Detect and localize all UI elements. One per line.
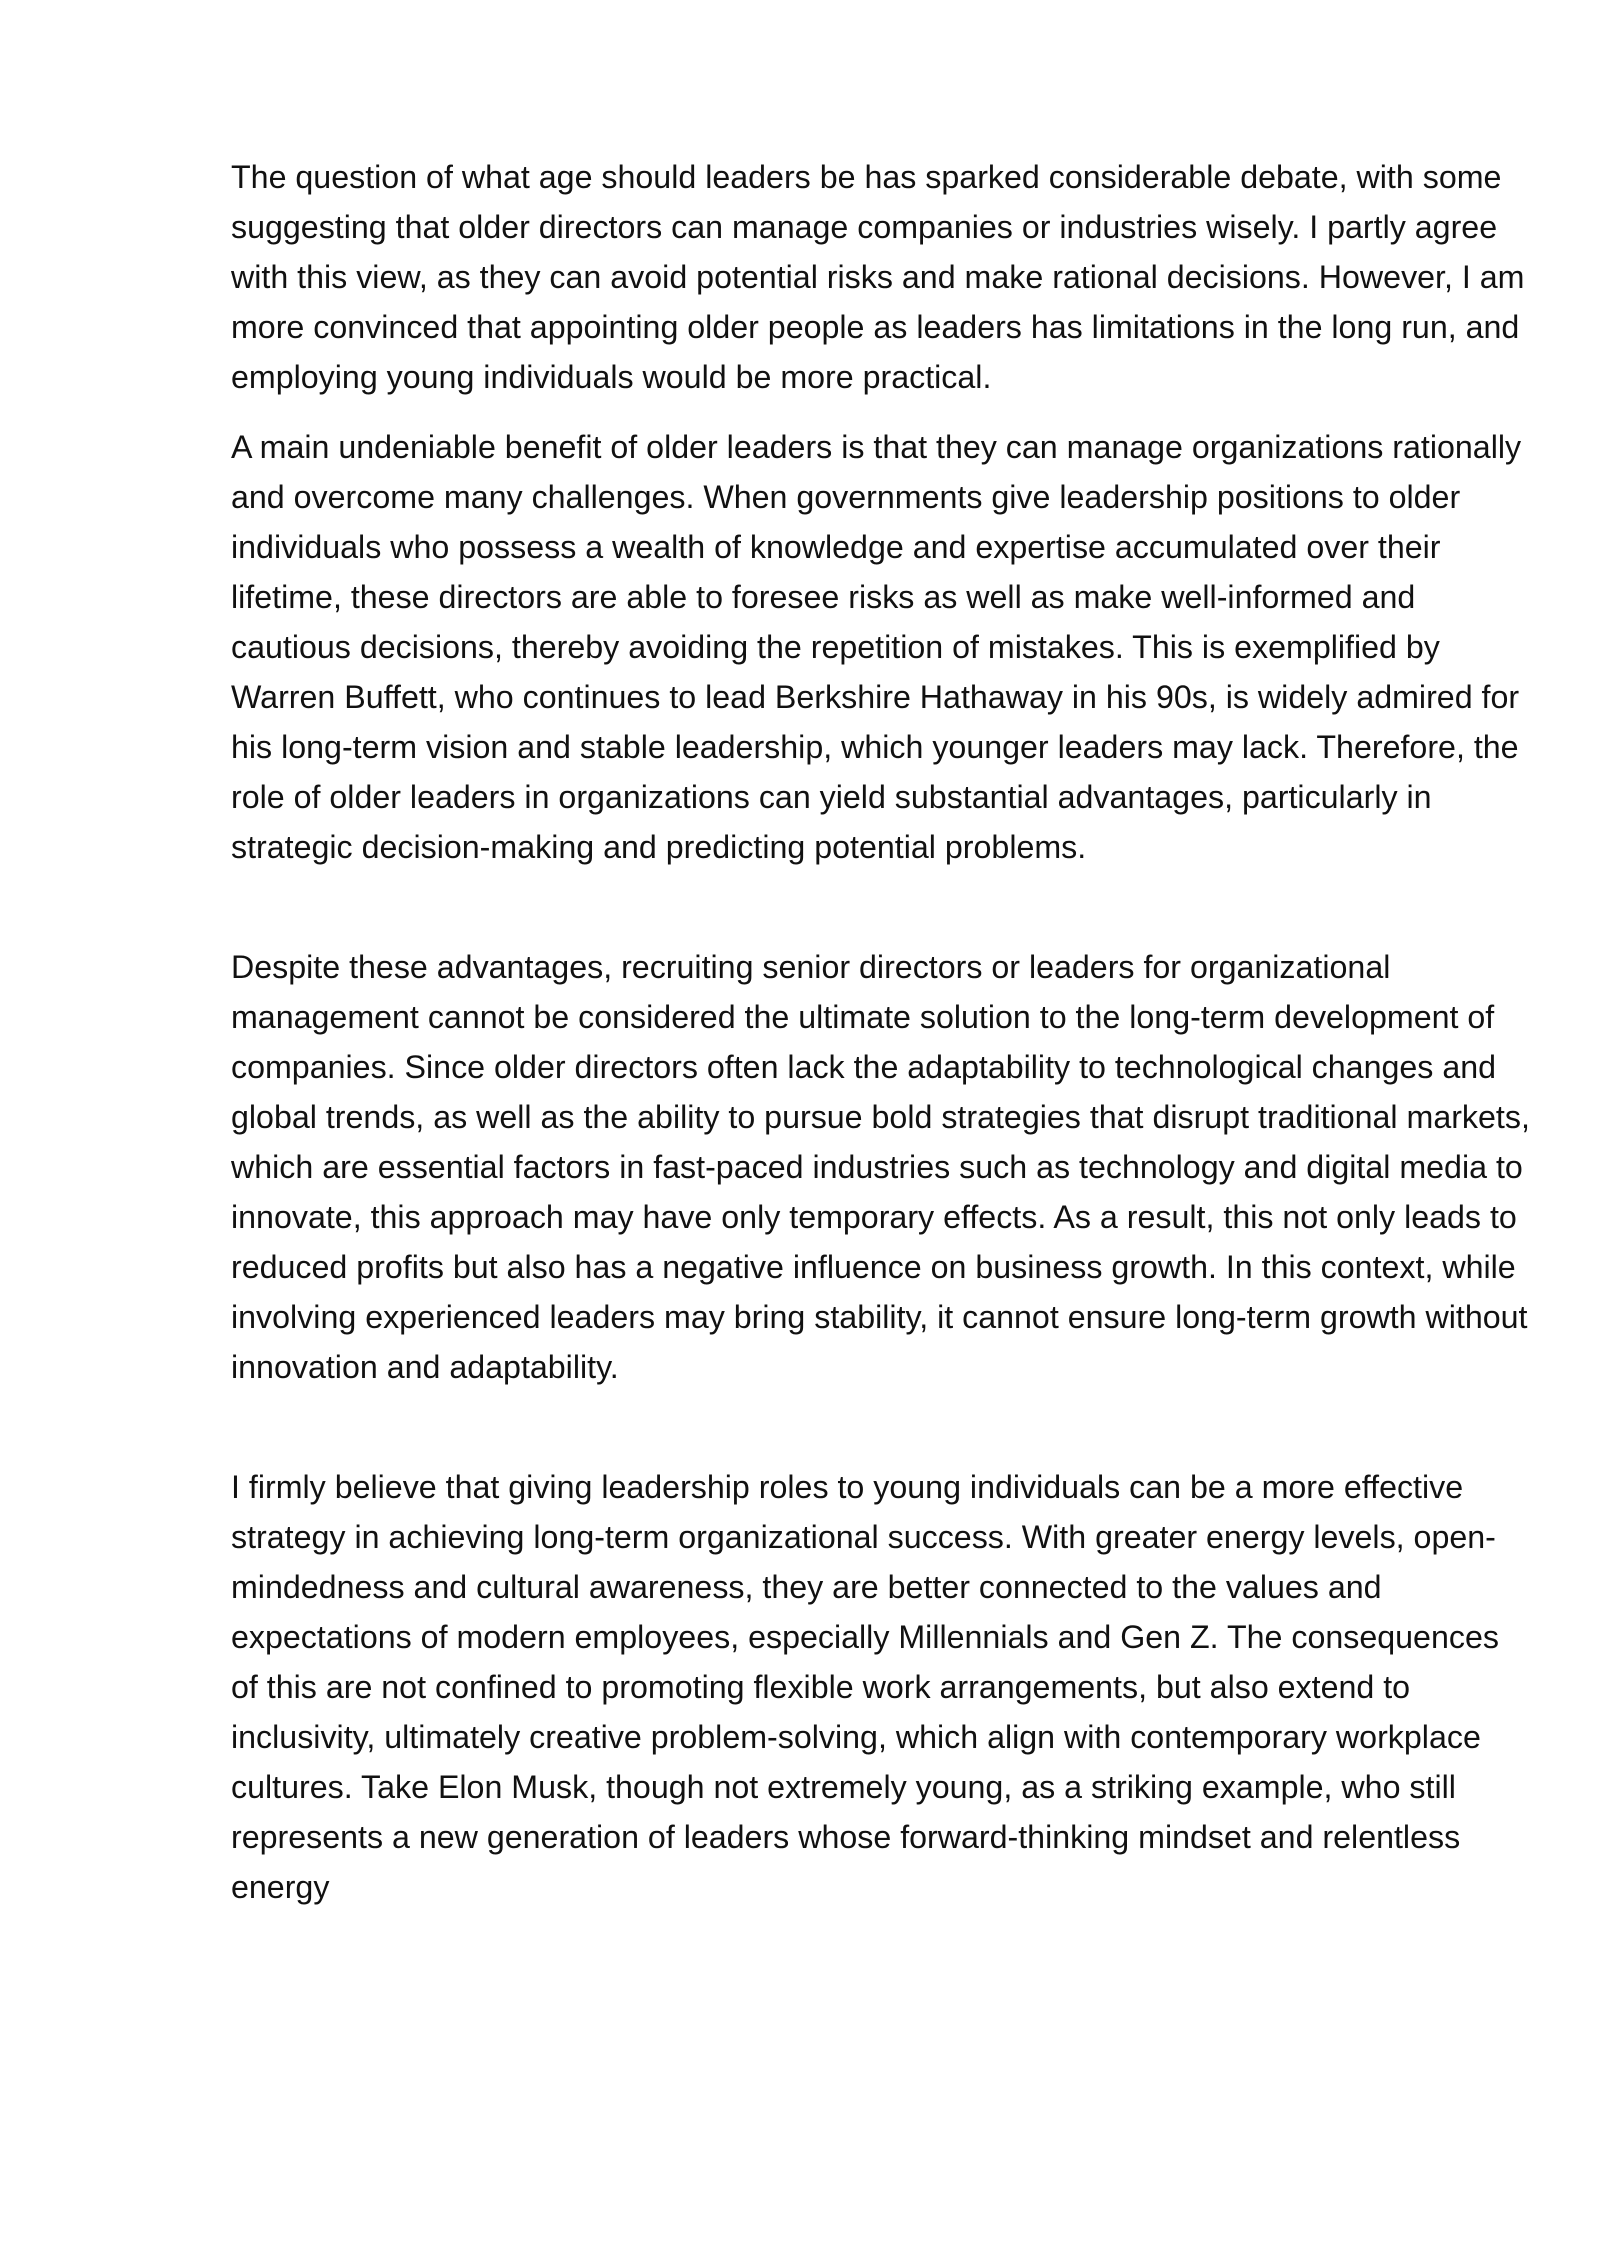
paragraph-older-leaders-benefit: A main undeniable benefit of older leaders is that they can manage organizations rationally and overcome many challenges. When governments give leadership positions to older individuals who possess a wealth of knowledge and expertise accumulated over their lifetime, these directors are able to foresee risks as well as make well-informed and cautious decisions, thereby avoiding the repetition of mistakes. This is exemplified by Warren Buffett, who continues to lead Berkshire Hathaway in his 90s, is widely admired for his long-term vision and stable leadership, which younger leaders may lack. Therefore, the role of older leaders in organizations can yield substantial advantages, particularly in strategic decision-making and predicting potential problems.	[231, 429, 1522, 865]
paragraph-introduction: The question of what age should leaders be has sparked considerable debate, with some suggesting that older directors can manage companies or industries wisely. I partly agree with this view, as they can avoid potential risks and make rational decisions. However, I am more convinced that appointing older people as leaders has limitations in the long run, and employing young individuals would be more practical.	[231, 159, 1525, 395]
paragraph-older-leaders-limitations: Despite these advantages, recruiting senior directors or leaders for organizational management cannot be considered the ultimate solution to the long-term development of companies. Since older directors often lack the adaptability to technological changes and global trends, as well as the ability to pursue bold strategies that disrupt traditional markets, which are essential factors in fast-paced industries such as technology and digital media to innovate, this approach may have only temporary effects. As a result, this not only leads to reduced profits but also has a negative influence on business growth. In this context, while involving experienced leaders may bring stability, it cannot ensure long-term growth without innovation and adaptability.	[231, 949, 1530, 1385]
document-body	[231, 152, 1531, 1912]
paragraph-young-leaders: I firmly believe that giving leadership roles to young individuals can be a more effective strategy in achieving long-term organizational success. With greater energy levels, open-mindedness and cultural awareness, they are better connected to the values and expectations of modern employees, especially Millennials and Gen Z. The consequences of this are not confined to promoting flexible work arrangements, but also extend to inclusivity, ultimately creative problem-solving, which align with contemporary workplace cultures. Take Elon Musk, though not extremely young, as a striking example, who still represents a new generation of leaders whose forward-thinking mindset and relentless energy	[231, 1469, 1499, 1905]
